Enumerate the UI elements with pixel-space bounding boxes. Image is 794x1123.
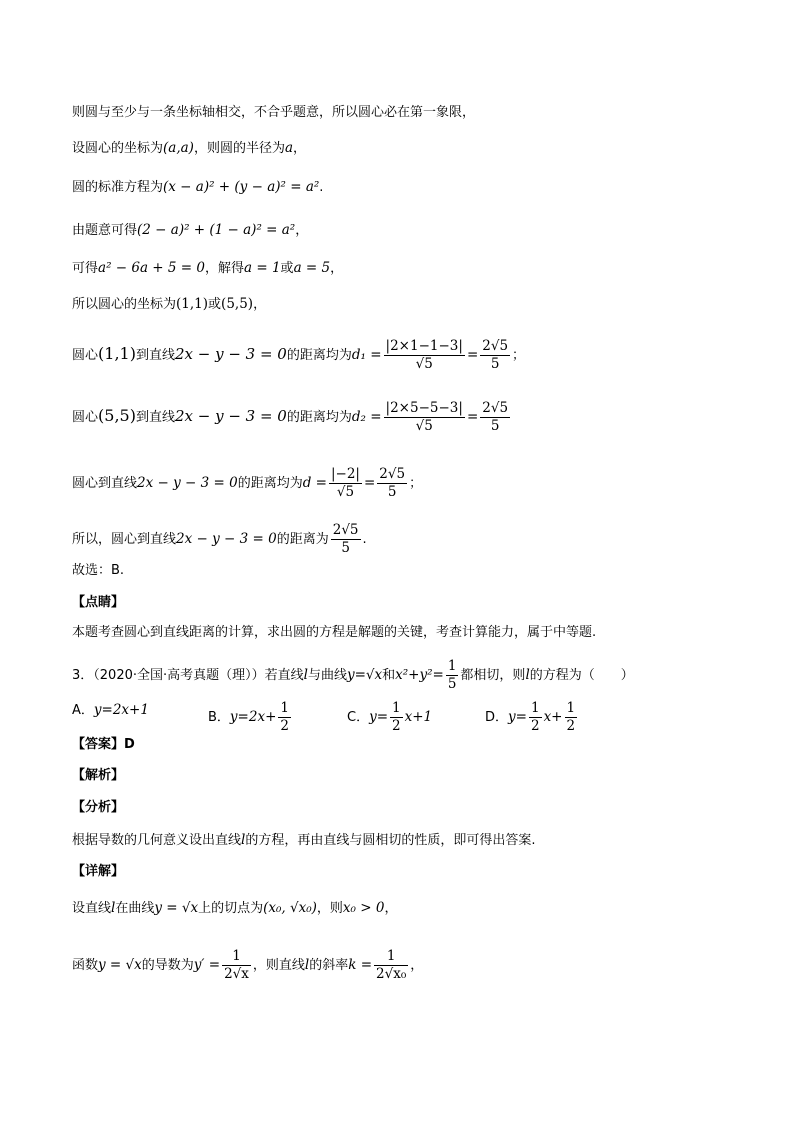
denominator: √5 xyxy=(336,484,355,500)
text: ， xyxy=(330,261,344,276)
option-c xyxy=(347,700,432,735)
math: (5,5) xyxy=(98,406,136,425)
section-heading xyxy=(72,862,124,882)
text-line xyxy=(72,898,397,919)
text: 根据导数的几何意义设出直线 xyxy=(72,833,242,848)
text: 或 xyxy=(208,297,222,312)
math: x+1 xyxy=(404,709,433,725)
section-heading xyxy=(72,766,124,786)
text-line xyxy=(72,294,266,315)
text: 的导数为 xyxy=(141,958,194,973)
denominator: 5 xyxy=(447,676,457,692)
denominator: √5 xyxy=(415,418,433,434)
denominator: 2 xyxy=(392,718,401,734)
math: k = xyxy=(348,957,373,973)
math: y′ = xyxy=(193,957,221,973)
text: 故选：B. xyxy=(72,563,125,578)
math: d₂ = xyxy=(351,409,382,425)
math: (x₀, √x₀) xyxy=(263,900,317,916)
numerator: |−2| xyxy=(330,466,360,482)
text: ， xyxy=(410,958,424,973)
fraction xyxy=(390,700,403,735)
numerator: |2×5−5−3| xyxy=(385,400,463,416)
math: (5,5) xyxy=(221,296,254,312)
math: l xyxy=(525,667,530,683)
math: = xyxy=(363,475,376,491)
math: y = √x xyxy=(154,900,199,916)
text: 的距离均为 xyxy=(237,476,303,491)
math: d = xyxy=(302,475,327,491)
math: y=2x+1 xyxy=(93,702,149,718)
text: ， xyxy=(384,901,398,916)
text: 【详解】 xyxy=(72,864,125,879)
numerator: 1 xyxy=(530,700,540,716)
text: 或 xyxy=(280,261,294,276)
denominator: 5 xyxy=(387,484,397,500)
text: 都相切，则 xyxy=(460,668,526,683)
text-line xyxy=(72,138,306,159)
text: 圆心 xyxy=(72,410,99,425)
text: ，则 xyxy=(316,901,343,916)
math: = xyxy=(466,347,479,363)
text-line xyxy=(72,258,343,279)
math: (1,1) xyxy=(176,296,209,312)
math: y = √x xyxy=(98,957,142,973)
text: C． xyxy=(347,710,370,725)
section-heading xyxy=(72,593,124,613)
text-line xyxy=(72,830,535,851)
fraction xyxy=(446,658,459,693)
text: 的距离为 xyxy=(276,532,329,547)
math: l xyxy=(304,957,310,973)
text-line xyxy=(72,400,512,435)
text-line xyxy=(72,522,367,557)
fraction xyxy=(480,338,510,373)
text: ； xyxy=(409,476,423,491)
text: 设圆心的坐标为 xyxy=(72,141,164,156)
text: ，解得 xyxy=(204,261,244,276)
fraction xyxy=(278,700,291,735)
math: x+ xyxy=(543,709,563,725)
text-line xyxy=(72,177,323,198)
text: 在曲线 xyxy=(115,901,155,916)
numerator: 1 xyxy=(280,700,289,716)
numerator: 1 xyxy=(374,948,408,966)
text: 和 xyxy=(382,668,396,683)
math: 2x − y − 3 = 0 xyxy=(176,531,277,547)
text: 则圆与至少与一条坐标轴相交，不合乎题意，所以圆心必在第一象限， xyxy=(72,105,476,120)
fraction xyxy=(222,948,251,983)
math: 2x − y − 3 = 0 xyxy=(174,345,287,363)
numerator: 1 xyxy=(392,700,401,716)
text: ，则直线 xyxy=(252,958,305,973)
math: a = 5 xyxy=(293,260,331,276)
text: ， xyxy=(293,141,307,156)
fraction xyxy=(331,522,361,557)
text: 的距离均为 xyxy=(286,348,352,363)
text: 设直线 xyxy=(72,901,112,916)
fraction xyxy=(529,700,542,735)
option-d xyxy=(485,700,579,735)
denominator: 2 xyxy=(566,718,576,734)
math: a² − 6a + 5 = 0 xyxy=(98,260,205,276)
question-line xyxy=(72,658,634,693)
text-line xyxy=(72,948,423,983)
numerator: 1 xyxy=(566,700,576,716)
text: . xyxy=(319,180,324,195)
text: . xyxy=(362,532,367,547)
text: 3．（2020·全国·高考真题（理））若直线 xyxy=(72,668,304,683)
fraction xyxy=(377,466,407,501)
text: 【解析】 xyxy=(72,768,125,783)
text-line xyxy=(72,466,422,501)
numerator: 1 xyxy=(447,658,457,674)
text: 的方程为（ ） xyxy=(529,668,634,683)
math: (1,1) xyxy=(98,344,136,363)
math: (2 − a)² + (1 − a)² = a² xyxy=(137,222,296,238)
math: d₁ = xyxy=(351,347,382,363)
math: x₀ > 0 xyxy=(342,900,385,916)
math: a = 1 xyxy=(244,260,281,276)
answer-heading xyxy=(72,735,135,755)
denominator: 5 xyxy=(490,356,500,372)
math: a xyxy=(284,140,294,156)
numerator: 2√5 xyxy=(482,400,509,416)
denominator: 5 xyxy=(490,418,500,434)
text: 的斜率 xyxy=(309,958,349,973)
fraction xyxy=(480,400,510,435)
text: ， xyxy=(253,297,267,312)
fraction xyxy=(384,400,465,435)
text: ； xyxy=(512,348,526,363)
option-a xyxy=(72,700,149,721)
text: 上的切点为 xyxy=(198,901,264,916)
text: A． xyxy=(72,703,94,718)
denominator: 2 xyxy=(530,718,540,734)
text: 圆心 xyxy=(72,348,99,363)
text-line xyxy=(72,338,525,373)
math: x²+y²= xyxy=(395,667,444,683)
text: 与曲线 xyxy=(307,668,347,683)
text: D． xyxy=(485,710,509,725)
text: 可得 xyxy=(72,261,99,276)
text: 函数 xyxy=(72,958,99,973)
denominator: 2√x xyxy=(224,966,249,982)
numerator: 2√5 xyxy=(379,466,406,482)
text: 【答案】D xyxy=(72,737,135,752)
denominator: 2√x₀ xyxy=(376,966,407,982)
text: 由题意可得 xyxy=(72,223,138,238)
denominator: 2 xyxy=(280,718,289,734)
text-line xyxy=(72,220,308,241)
math: y= xyxy=(369,709,389,725)
text: 所以圆心的坐标为 xyxy=(72,297,177,312)
text-line xyxy=(72,103,475,123)
text-line xyxy=(72,623,596,643)
text: ，则圆的半径为 xyxy=(193,141,285,156)
fraction xyxy=(384,338,465,373)
math: y= xyxy=(508,709,527,725)
denominator: √5 xyxy=(415,356,433,372)
section-heading xyxy=(72,798,124,818)
text: 到直线 xyxy=(135,410,175,425)
text: 所以，圆心到直线 xyxy=(72,532,177,547)
option-b xyxy=(208,700,293,735)
math: y=√x xyxy=(346,667,383,683)
text-line xyxy=(72,561,124,581)
math: (a,a) xyxy=(163,140,194,156)
math: 2x − y − 3 = 0 xyxy=(137,475,238,491)
text: 【点睛】 xyxy=(72,595,125,610)
math: l xyxy=(303,667,308,683)
text: 圆心到直线 xyxy=(72,476,138,491)
math: = xyxy=(466,409,479,425)
math: l xyxy=(241,832,246,848)
fraction xyxy=(329,466,362,501)
fraction xyxy=(565,700,578,735)
text: B． xyxy=(208,710,230,725)
math: y=2x+ xyxy=(229,709,277,725)
fraction xyxy=(374,948,408,983)
text: 本题考查圆心到直线距离的计算，求出圆的方程是解题的关键，考查计算能力，属于中等题. xyxy=(72,625,597,640)
math: l xyxy=(111,900,116,916)
numerator: |2×1−1−3| xyxy=(385,338,463,354)
text: ， xyxy=(295,223,309,238)
numerator: 2√5 xyxy=(482,338,509,354)
numerator: 2√5 xyxy=(332,522,359,538)
numerator: 1 xyxy=(222,948,251,966)
text: 的方程，再由直线与圆相切的性质，即可得出答案. xyxy=(245,833,536,848)
text: 的距离均为 xyxy=(286,410,352,425)
text: 【分析】 xyxy=(72,800,125,815)
math: (x − a)² + (y − a)² = a² xyxy=(163,179,320,195)
text: 圆的标准方程为 xyxy=(72,180,164,195)
text: 到直线 xyxy=(135,348,175,363)
denominator: 5 xyxy=(341,540,350,556)
math: 2x − y − 3 = 0 xyxy=(174,407,287,425)
